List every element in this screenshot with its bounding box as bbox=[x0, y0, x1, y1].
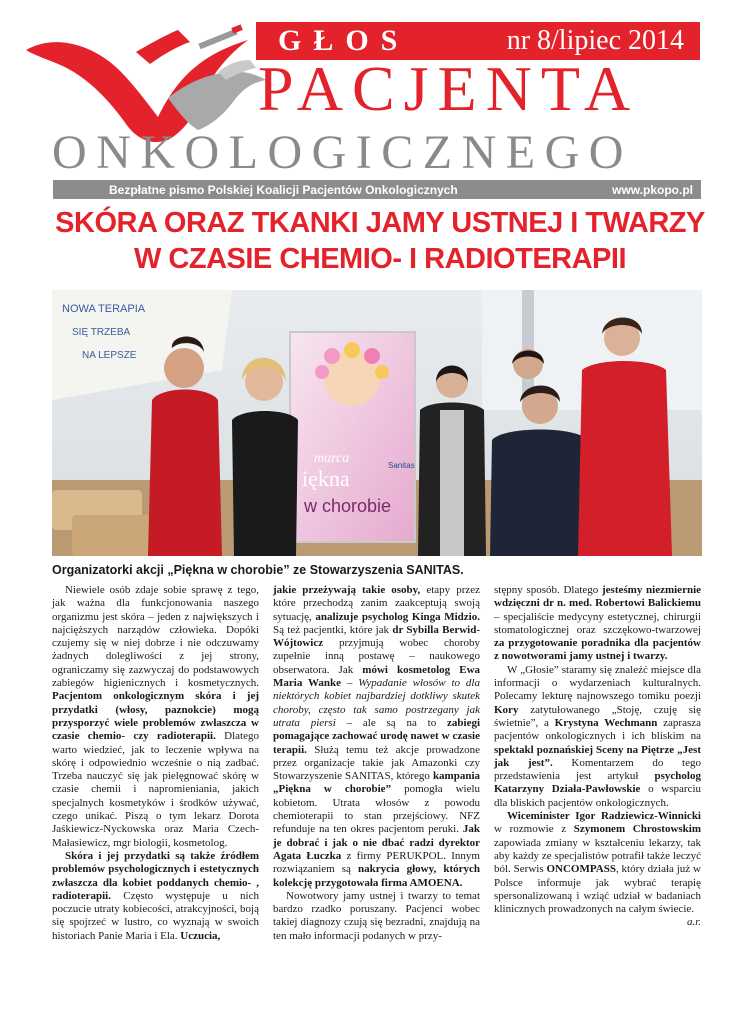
column-2-paragraph-2: Nowotwory jamy ustnej i twarzy to temat bardzo rzadko poruszany. Pacjenci wobec takiej diagnozy czują się bezradni, znajdują na ten mało informacji podanych w przy- bbox=[273, 889, 480, 942]
poster-logo: Sanitas bbox=[388, 461, 415, 470]
masthead-glos: GŁOS bbox=[278, 24, 410, 57]
issue-number: nr 8/lipiec 2014 bbox=[506, 25, 684, 56]
column-1-paragraph-1: Niewiele osób zdaje sobie sprawę z tego, jak ważna dla funkcjonowania naszego organizmu jest skóra – jeden z największych i najcięższych narządów człowieka. Dopóki czujemy się w niej dobrze i nie odczuwamy żadnych dolegliwości z jej strony, ograniczamy się zazwyczaj do podstawowych zabiegów higienicznych i kosmetycznych. Pacjentom onkologicznym skóra i jej przydatki (włosy, paznokcie) mogą przysporzyć wiele problemów zwłaszcza w czasie chemio- czy radioterapii. Dlatego warto wiedzieć, jak to leczenie wpływa na skórę i odpowiednio wcześnie o nią zadbać. Trzeba nauczyć się jak pielęgnować skórę w czasie chemii i napromieniania, jakich specjalnych kosmetyków i środków używać, czego unikać. Piszą o tym lekarz Dorota Jaśkiewicz-Nyckowska oraz Maria Czech-Małasiewicz, mgr biologii, kosmetolog. bbox=[52, 584, 259, 849]
tagline-bar bbox=[53, 180, 701, 199]
wall-text-1: NOWA TERAPIA bbox=[62, 303, 146, 315]
masthead-title-pacjenta: PACJENTA bbox=[258, 53, 640, 124]
group-photo bbox=[52, 290, 702, 556]
article-column-3 bbox=[494, 584, 701, 930]
article-column-1 bbox=[52, 584, 259, 943]
column-3-paragraph-3: Wiceminister Igor Radziewicz-Winnicki w rozmowie z Szymonem Chrostowskim zapowiada zmiany w kształceniu lekarzy, tak aby każdy ze specjalistów potrafił także leczyć ból. Serwis ONCOMPASS, który działa już w Polsce informuje jak wybrać terapię spersonalizowaną i wziąć udział w badaniach klinicznych prowadzonych na całym świecie. bbox=[494, 810, 702, 916]
column-3-paragraph-2: W „Głosie” staramy się znaleźć miejsce dla informacji o wydarzeniach kulturalnych. Polecamy lekturę najnowszego tomiku poezji Kory zatytułowanego „Stoję, czuję się świetnie”, a Krystyna Wechmann zaprasza pacjentów onkologicznych i ich bliskim na spektakl poznańskiej Sceny na Piętrze „Jest jak jest”. Komentarzem do tego przedstawienia jest artykuł psycholog Katarzyny Działa-Pawłowskie o wsparciu dla bliskich pacjentów onkologicznych. bbox=[494, 663, 702, 809]
headline-line-1: SKÓRA ORAZ TKANKI JAMY USTNEJ I TWARZY bbox=[55, 207, 705, 239]
wall-text-3: NA LEPSZE bbox=[82, 350, 137, 361]
headline-line-2: W CZASIE CHEMIO- I RADIOTERAPII bbox=[134, 243, 626, 275]
column-3-paragraph-1: stępny sposób. Dlatego jesteśmy niezmiernie wdzięczni dr n. med. Robertowi Balickiemu – specjaliście medycyny estetycznej, chirurgii stomatologicznej oraz szczękowo-twarzowej za przygotowanie poradnika dla pacjentów z nowotworami jamy ustnej i twarzy. bbox=[494, 584, 702, 663]
wall-text-2: SIĘ TRZEBA bbox=[72, 327, 131, 338]
tagline-text: Bezpłatne pismo Polskiej Koalicji Pacjentów Onkologicznych bbox=[109, 182, 458, 197]
photo-caption: Organizatorki akcji „Piękna w chorobie” ze Stowarzyszenia SANITAS. bbox=[52, 563, 464, 577]
article-column-2 bbox=[273, 584, 480, 943]
masthead-title-onkologicznego: ONKOLOGICZNEGO bbox=[52, 126, 633, 179]
column-2-paragraph-1: jakie przeżywają takie osoby, etapy przez które przechodzą zanim zaakceptują swoją sytuację, analizuje psycholog Kinga Midzio. Są też pacjentki, które jak dr Sybilla Berwid-Wójtowicz przyjmują wobec choroby zupełnie inną postawę – naukowego obserwatora. Jak mówi kosmetolog Ewa Maria Wanke – Wypadanie włosów to dla niektórych kobiet najbardziej dotkliwy skutek choroby, często tak samo postrzegany jak utrata piersi – ale są na to zabiegi pomagające zachować urodę nawet w czasie terapii. Służą temu też akcje prowadzone przez organizacje takie jak Amazonki czy Stowarzyszenie SANITAS, którego kampania „Piękna w chorobie” pomogła wielu kobietom. Utrata włosów z powodu chemioterapii to stan przejściowy. NFZ refunduje na ten okres pacjentom peruki. Jak je dobrać i jak o nie dbać radzi dyrektor Agata Łuczka z firmy PERUKPOL. Innym rozwiązaniem są nakrycia głowy, których kolekcję przygotowała firma AMOENA. bbox=[273, 584, 481, 889]
poster-text-1: marca bbox=[314, 451, 350, 466]
poster-text-2: iękna bbox=[302, 466, 350, 491]
column-1-paragraph-2: Skóra i jej przydatki są także źródłem problemów psychologicznych i estetycznych zwłaszcza dla kobiet poddanych chemio- , radioterapii. Często występuje u nich poczucie utraty kobiecości, atrakcyjności, boją się spojrzeć w lustro, co wyznają w swoich historiach Panie Maria i Ela. Uczucia, bbox=[52, 849, 259, 942]
article-headline bbox=[40, 205, 720, 277]
author-signature: a.r. bbox=[686, 916, 701, 929]
website-link[interactable]: www.pkopo.pl bbox=[612, 182, 693, 197]
poster-text-3: w chorobie bbox=[304, 496, 392, 516]
